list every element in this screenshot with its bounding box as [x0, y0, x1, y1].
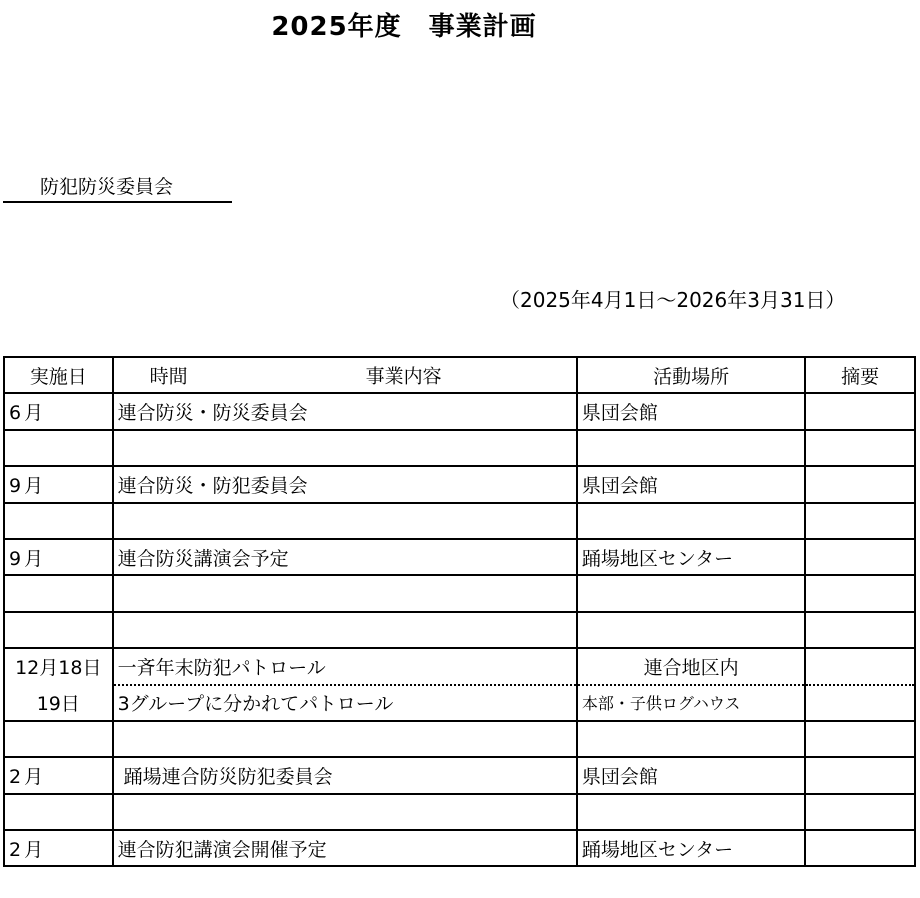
cell-date: [4, 721, 113, 757]
cell-place: [577, 430, 806, 466]
cell-note: [805, 430, 915, 466]
cell-date: [4, 612, 113, 648]
cell-content: 連合防犯講演会開催予定: [113, 830, 577, 866]
cell-note: [805, 648, 915, 684]
table-row: [4, 430, 915, 466]
header-time: 時間: [149, 365, 188, 388]
cell-place: 県団会館: [577, 757, 806, 793]
header-content: 事業内容: [365, 365, 442, 388]
table-row: [4, 757, 915, 793]
header-place: 活動場所: [577, 357, 806, 393]
cell-content: [113, 794, 577, 830]
cell-place: 本部・子供ログハウス: [577, 685, 806, 721]
table-row: [4, 648, 915, 684]
cell-place: 県団会館: [577, 466, 806, 502]
cell-note: [805, 685, 915, 721]
table-header-row: [4, 357, 915, 393]
cell-content: 連合防災・防犯委員会: [113, 466, 577, 502]
cell-date: [4, 503, 113, 539]
cell-date: [4, 430, 113, 466]
table-row: [4, 612, 915, 648]
cell-note: [805, 757, 915, 793]
fiscal-period: （2025年4月1日～2026年3月31日）: [500, 288, 846, 312]
cell-note: [805, 830, 915, 866]
plan-table: [3, 356, 916, 867]
table-row: [4, 393, 915, 429]
cell-content: 連合防災・防災委員会: [113, 393, 577, 429]
cell-note: [805, 721, 915, 757]
cell-place: 連合地区内: [577, 648, 806, 684]
committee-name: 防犯防災委員会: [40, 176, 174, 198]
cell-note: [805, 539, 915, 575]
cell-date: 2月: [4, 830, 113, 866]
cell-content: [113, 575, 577, 611]
header-note: 摘要: [805, 357, 915, 393]
cell-date: 19日: [4, 685, 113, 721]
cell-date: 12月18日: [4, 648, 113, 684]
cell-date: 9月: [4, 539, 113, 575]
table-row: [4, 685, 915, 721]
cell-note: [805, 393, 915, 429]
cell-content: [113, 503, 577, 539]
cell-note: [805, 575, 915, 611]
table-row: [4, 503, 915, 539]
header-time-content: [113, 357, 577, 393]
cell-place: [577, 612, 806, 648]
table-row: [4, 794, 915, 830]
cell-date: [4, 575, 113, 611]
cell-content: [113, 721, 577, 757]
cell-content: 一斉年末防犯パトロール: [113, 648, 577, 684]
cell-note: [805, 503, 915, 539]
committee-underline: [3, 201, 232, 203]
cell-date: 9月: [4, 466, 113, 502]
cell-date: [4, 794, 113, 830]
cell-note: [805, 612, 915, 648]
cell-place: [577, 794, 806, 830]
cell-date: 2月: [4, 757, 113, 793]
table-row: [4, 466, 915, 502]
cell-content: [113, 430, 577, 466]
table-row: [4, 575, 915, 611]
table-row: [4, 721, 915, 757]
cell-content: [113, 612, 577, 648]
cell-place: [577, 503, 806, 539]
cell-place: [577, 575, 806, 611]
cell-place: [577, 721, 806, 757]
cell-content: 踊場連合防災防犯委員会: [113, 757, 577, 793]
cell-content: 連合防災講演会予定: [113, 539, 577, 575]
header-date: 実施日: [4, 357, 113, 393]
cell-date: 6月: [4, 393, 113, 429]
table-row: [4, 539, 915, 575]
cell-note: [805, 794, 915, 830]
cell-content: 3グループに分かれてパトロール: [113, 685, 577, 721]
cell-place: 踊場地区センター: [577, 539, 806, 575]
cell-note: [805, 466, 915, 502]
cell-place: 踊場地区センター: [577, 830, 806, 866]
cell-place: 県団会館: [577, 393, 806, 429]
page-title: 2025年度 事業計画: [271, 12, 537, 42]
table-row: [4, 830, 915, 866]
